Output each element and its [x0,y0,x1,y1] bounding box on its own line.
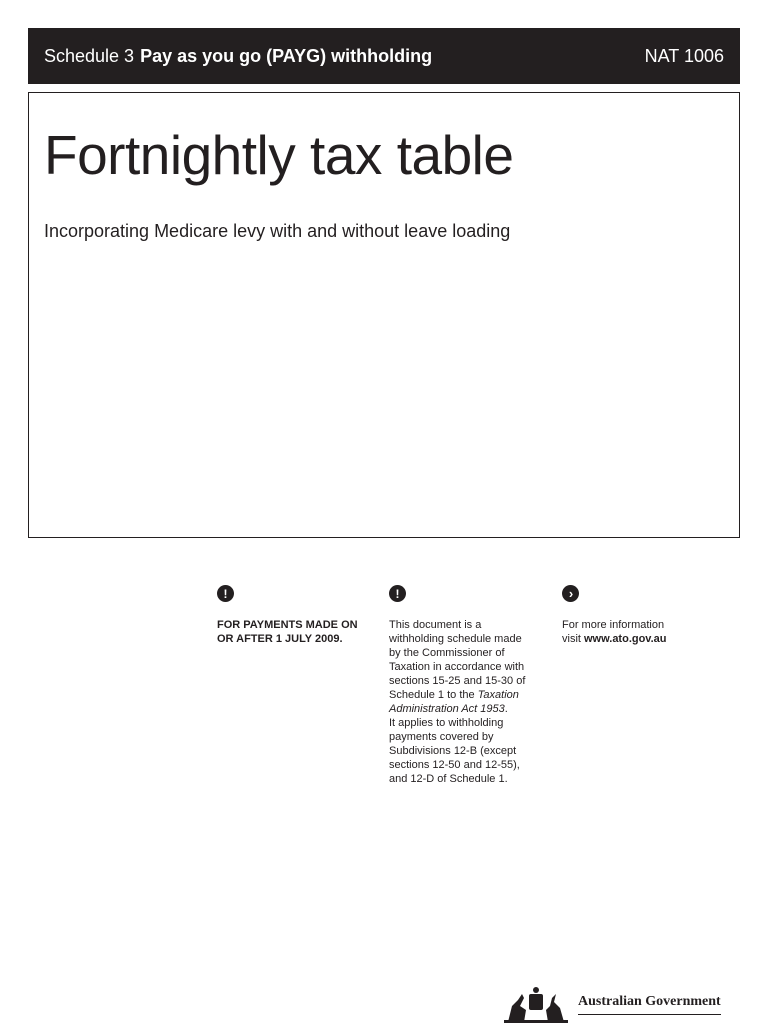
visit-label: visit [562,633,584,645]
payment-date-notice [217,585,377,646]
more-info-line: For more information [562,619,665,631]
legal-line: and 12-D of Schedule 1. [389,773,508,785]
legal-line [389,702,549,716]
notice-line: OR AFTER 1 JULY 2009. [217,633,343,645]
legal-line: Subdivisions 12-B (except [389,745,517,757]
legal-line: payments covered by [389,731,494,743]
legal-line: It applies to withholding [389,717,504,729]
legal-line: Taxation in accordance with [389,661,525,673]
exclamation-icon: ! [217,585,234,602]
legal-notice [389,585,549,786]
schedule-label: Schedule 3 [44,45,135,66]
more-info [562,585,722,646]
legal-line [389,688,549,702]
legal-line: sections 15-25 and 15-30 of [389,675,526,687]
legal-line: withholding schedule made [389,633,522,645]
notice-line: FOR PAYMENTS MADE ON [217,619,358,631]
document-title: Fortnightly tax table [44,124,514,186]
header-bar [28,28,740,84]
australian-government-logo [500,984,724,1024]
act-name: Taxation [477,689,519,701]
cover-box [28,92,740,538]
act-suffix: . [504,703,508,715]
legal-line: sections 12-50 and 12-55), [389,759,520,771]
nat-code: NAT 1006 [644,45,724,66]
coat-of-arms-icon [500,984,572,1024]
act-name: Administration Act 1953 [389,703,505,715]
schedule-ref: Schedule 1 to the [389,689,478,701]
government-name: Australian Government [578,994,721,1015]
ato-link[interactable]: www.ato.gov.au [584,633,667,645]
legal-line: This document is a [389,619,482,631]
schedule-heading [44,46,432,67]
schedule-title: Pay as you go (PAYG) withholding [140,45,433,66]
document-subtitle: Incorporating Medicare levy with and without leave loading [44,221,511,241]
more-info-line [562,632,722,646]
exclamation-icon: ! [389,585,406,602]
legal-line: by the Commissioner of [389,647,505,659]
chevron-right-icon: › [562,585,579,602]
